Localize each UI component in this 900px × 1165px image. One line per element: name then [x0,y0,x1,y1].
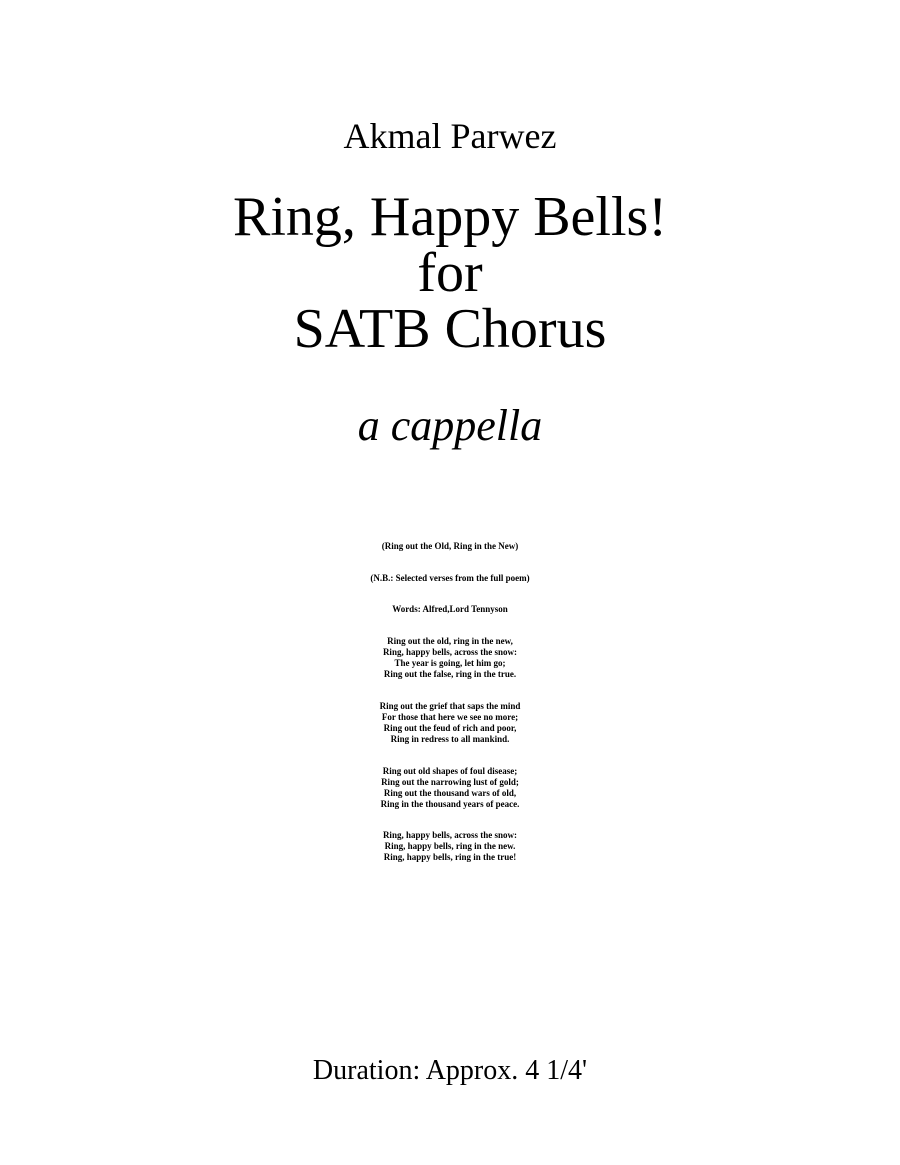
poem-line: Ring out old shapes of foul disease; [382,766,518,776]
poem-line: Ring, happy bells, ring in the true! [383,852,517,862]
words-credit: Words: Alfred,Lord Tennyson [392,604,508,614]
poem-line: Ring out the false, ring in the true. [383,669,517,679]
poem-stanza-3 [0,766,900,810]
duration-text: Duration: Approx. 4 1/4' [312,1055,588,1086]
nb-note: (N.B.: Selected verses from the full poem) [370,573,530,583]
title-line-1: Ring, Happy Bells! [233,186,667,248]
poem-line: Ring out the feud of rich and poor, [383,723,517,733]
poem-stanza-1 [0,636,900,680]
poem-line: Ring out the thousand wars of old, [383,788,517,798]
title-line-3: SATB Chorus [293,298,607,360]
poem-line: Ring, happy bells, across the snow: [382,647,518,657]
poem-line: Ring, happy bells, across the snow: [382,830,518,840]
poem-line: Ring out the old, ring in the new, [387,636,513,646]
poem-line: Ring, happy bells, ring in the new. [384,841,516,851]
poem-line: The year is going, let him go; [394,658,506,668]
poem-stanza-2 [0,701,900,745]
poem-line: For those that here we see no more; [381,712,519,722]
poem-stanza-4 [0,830,900,863]
title-line-2: for [417,242,483,304]
poem-line: Ring out the grief that saps the mind [379,701,521,711]
alternate-title: (Ring out the Old, Ring in the New) [381,541,519,551]
poem-line: Ring in the thousand years of peace. [380,799,520,809]
composer-name: Akmal Parwez [343,116,557,156]
performance-subtitle: a cappella [357,401,543,450]
work-title [0,186,900,360]
poem-line: Ring in redress to all mankind. [390,734,510,744]
poem-line: Ring out the narrowing lust of gold; [381,777,519,787]
